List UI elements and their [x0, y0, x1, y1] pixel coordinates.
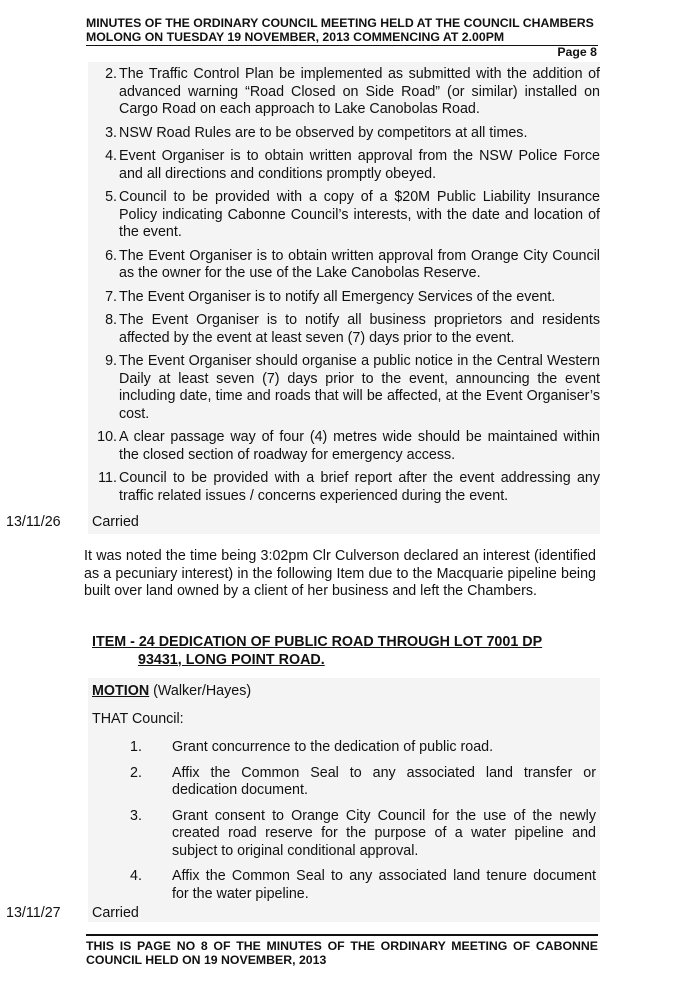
list-item — [92, 125, 600, 143]
list-item — [130, 739, 596, 757]
header-title-line1: MINUTES OF THE ORDINARY COUNCIL MEETING HELD AT THE COUNCIL CHAMBERS — [86, 16, 594, 30]
list-item — [92, 248, 600, 283]
item-number: 11. — [98, 470, 117, 486]
item-heading-line1: ITEM - 24 DEDICATION OF PUBLIC ROAD THROUGH LOT 7001 DP — [92, 634, 543, 650]
list-item — [130, 868, 596, 903]
item-text: Grant concurrence to the dedication of public road. — [172, 739, 494, 755]
list-item — [92, 429, 600, 464]
interest-declaration: It was noted the time being 3:02pm Clr Culverson declared an interest (identified as a pecuniary interest) in the following Item due to the Macquarie pipeline being built over land owned by a client of her business and left the Chambers. — [84, 548, 596, 599]
page-footer: THIS IS PAGE NO 8 OF THE MINUTES OF THE ORDINARY MEETING OF CABONNE COUNCIL HELD ON 19 NOVEMBER, 2013 — [86, 934, 598, 967]
motion-label: MOTION — [92, 683, 150, 699]
motion-preamble: THAT Council: — [92, 711, 184, 727]
item-text: Council to be provided with a copy of a $20M Public Liability Insurance Policy indicating Cabonne Council’s interests, with the date and location of the event. — [119, 189, 600, 240]
item-number: 4. — [105, 148, 117, 164]
item-text: The Event Organiser is to notify all Emergency Services of the event. — [119, 288, 556, 305]
list-item — [92, 148, 600, 183]
resolution-number: 13/11/27 — [6, 905, 61, 921]
list-item — [92, 66, 600, 119]
item-text: NSW Road Rules are to be observed by competitors at all times. — [119, 124, 528, 141]
header-title-line2: MOLONG ON TUESDAY 19 NOVEMBER, 2013 COMMENCING AT 2.00PM — [86, 30, 598, 46]
item-number: 10. — [97, 429, 117, 445]
item-text: A clear passage way of four (4) metres wide should be maintained within the closed section of roadway for emergency access. — [119, 429, 600, 463]
item-text: Affix the Common Seal to any associated land transfer or dedication document. — [172, 764, 596, 798]
motion-line — [92, 683, 251, 699]
item-number: 7. — [105, 288, 117, 305]
item-text: The Event Organiser should organise a public notice in the Central Western Daily at least seven (7) days prior to the event, announcing the event including date, time and roads that will be affected, at the Event Organiser’s cost. — [119, 353, 600, 422]
resolution-status: Carried — [92, 514, 139, 530]
item-number: 3. — [130, 807, 142, 824]
item-number: 5. — [105, 189, 117, 205]
item-number: 3. — [105, 124, 117, 141]
page-number: Page 8 — [557, 45, 597, 59]
item-number: 2. — [130, 764, 142, 781]
item-text: Event Organiser is to obtain written approval from the NSW Police Force and all directions and conditions promptly obeyed. — [119, 148, 600, 182]
item-number: 9. — [105, 353, 117, 369]
conditions-list — [92, 66, 600, 511]
item-number: 4. — [130, 868, 142, 884]
list-item — [92, 189, 600, 242]
item-number: 2. — [105, 66, 117, 82]
resolution-number: 13/11/26 — [6, 514, 61, 530]
list-item — [130, 765, 596, 800]
list-item — [92, 470, 600, 505]
page-header — [86, 16, 598, 46]
item-text: The Event Organiser is to notify all business proprietors and residents affected by the event at least seven (7) days prior to the event. — [119, 312, 600, 346]
item-text: Affix the Common Seal to any associated land tenure document for the water pipeline. — [172, 868, 596, 902]
item-number: 1. — [130, 739, 142, 755]
motion-movers: (Walker/Hayes) — [149, 683, 252, 699]
item-number: 6. — [105, 247, 117, 264]
item-text: The Event Organiser is to obtain written approval from Orange City Council as the owner for the use of the Lake Canobolas Reserve. — [119, 247, 600, 281]
resolution-status: Carried — [92, 905, 139, 921]
item-heading — [92, 634, 598, 669]
item-text: The Traffic Control Plan be implemented as submitted with the addition of advanced warning “Road Closed on Side Road” (or similar) installed on Cargo Road on each approach to Lake Canobolas Road. — [119, 66, 600, 117]
list-item — [130, 808, 596, 861]
list-item — [92, 353, 600, 423]
item-text: Council to be provided with a brief report after the event addressing any traffic related issues / concerns experienced during the event. — [119, 470, 600, 504]
motion-list — [130, 739, 596, 911]
list-item — [92, 289, 600, 307]
item-heading-line2: 93431, LONG POINT ROAD. — [138, 651, 325, 668]
list-item — [92, 312, 600, 347]
item-text: Grant consent to Orange City Council for the use of the newly created road reserve for the purpose of a water pipeline and subject to original conditional approval. — [172, 807, 596, 859]
item-number: 8. — [105, 312, 117, 328]
